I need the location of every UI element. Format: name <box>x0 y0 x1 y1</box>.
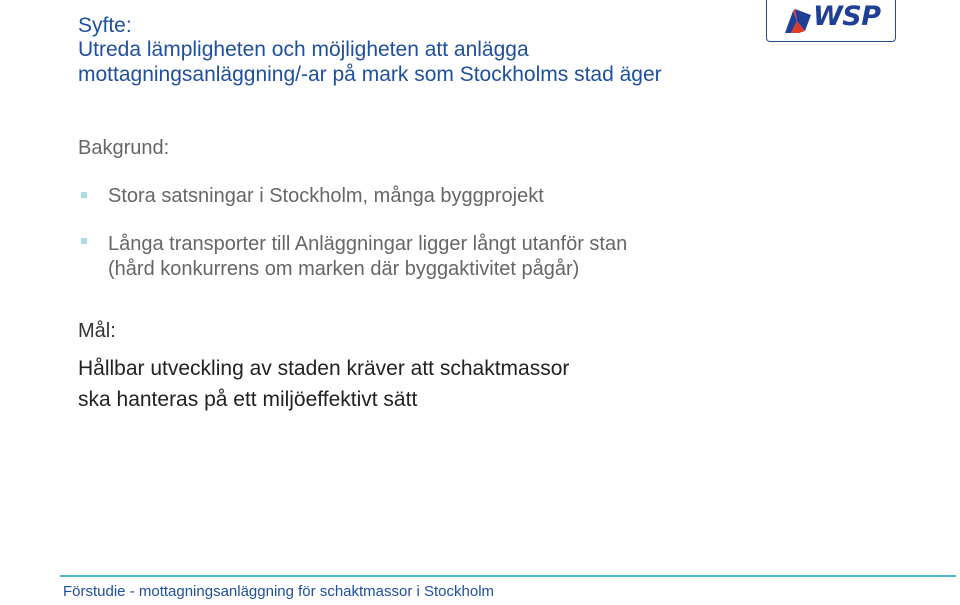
purpose-line: Utreda lämpligheten och möjligheten att anlägga <box>78 38 529 61</box>
wsp-logo-text: WSP <box>813 1 881 32</box>
wsp-logo <box>766 0 896 42</box>
purpose-heading: Syfte: <box>78 14 132 37</box>
wsp-logo-mark-icon <box>783 5 813 35</box>
goal-line: Hållbar utveckling av staden kräver att schaktmassor <box>78 357 570 380</box>
bullet-square-icon <box>81 238 87 244</box>
footer-divider <box>60 575 956 577</box>
background-heading: Bakgrund: <box>78 137 170 159</box>
background-bullet-text: Stora satsningar i Stockholm, många byggprojekt <box>108 185 544 207</box>
bullet-square-icon <box>81 192 87 198</box>
background-bullet-text: Långa transporter till Anläggningar ligger långt utanför stan <box>108 233 628 255</box>
purpose-line: mottagningsanläggning/-ar på mark som Stockholms stad äger <box>78 63 662 86</box>
goal-heading: Mål: <box>78 320 116 342</box>
goal-line: ska hanteras på ett miljöeffektivt sätt <box>78 388 418 411</box>
background-bullet-text: (hård konkurrens om marken där byggaktivitet pågår) <box>108 258 580 280</box>
footer-text: Förstudie - mottagningsanläggning för schaktmassor i Stockholm <box>63 583 495 600</box>
